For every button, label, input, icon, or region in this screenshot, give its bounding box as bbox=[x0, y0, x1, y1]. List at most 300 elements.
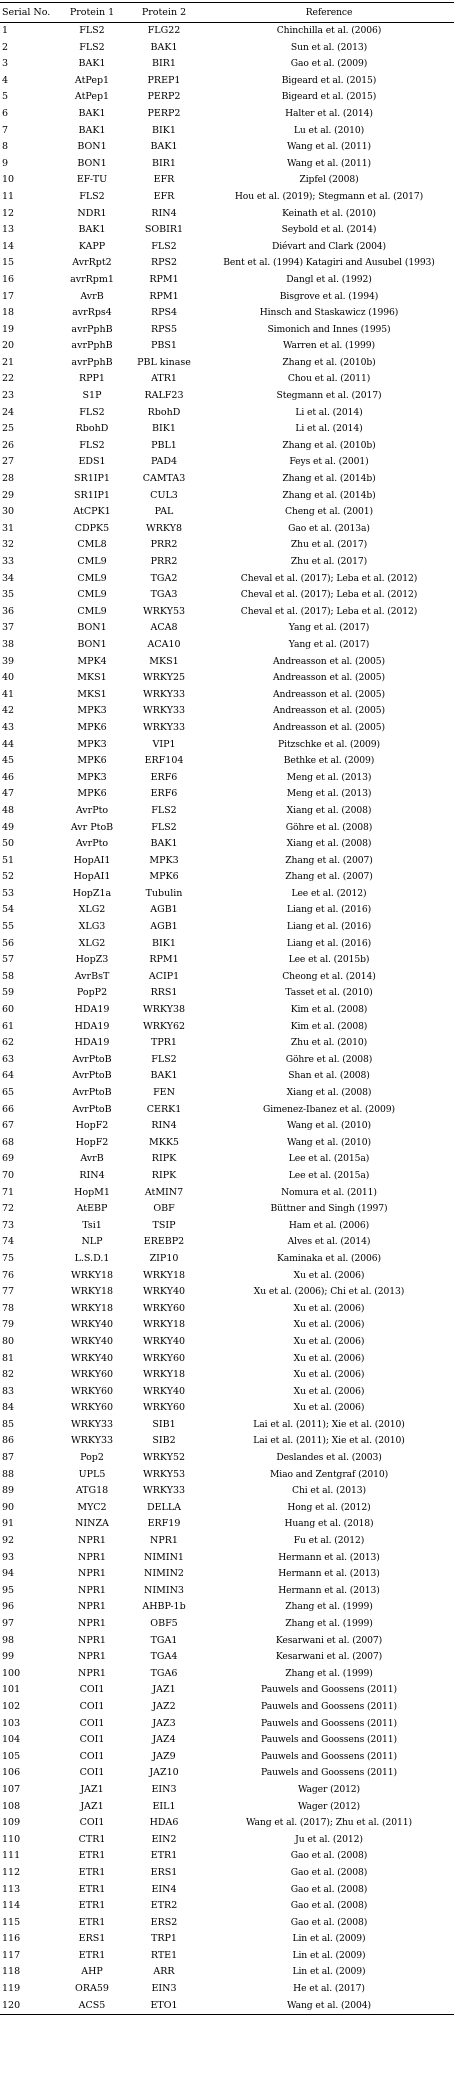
table-row bbox=[0, 1500, 454, 1517]
protein-2-cell: JAZ9 bbox=[152, 1750, 176, 1762]
protein-1-cell: Tsi1 bbox=[82, 1219, 102, 1231]
table-row bbox=[0, 438, 454, 455]
table-row bbox=[0, 1201, 454, 1218]
protein-2-cell: PAD4 bbox=[150, 456, 178, 468]
protein-1-cell: BON1 bbox=[77, 622, 107, 634]
reference-cell: Cheong et al. (2014) bbox=[282, 970, 376, 982]
protein-2-cell: WRKY53 bbox=[142, 605, 186, 617]
reference-cell: Wang et al. (2010) bbox=[287, 1120, 371, 1132]
protein-2-cell: RPS4 bbox=[150, 307, 178, 319]
table-row bbox=[0, 1649, 454, 1666]
reference-cell: Andreasson et al. (2005) bbox=[273, 655, 385, 667]
reference-cell: Meng et al. (2013) bbox=[286, 771, 372, 783]
table-row bbox=[0, 587, 454, 604]
table-row bbox=[0, 1583, 454, 1600]
protein-2-cell: RPM1 bbox=[149, 954, 179, 966]
protein-2-cell: SOBIR1 bbox=[144, 224, 184, 236]
table-row bbox=[0, 1682, 454, 1699]
protein-2-cell: OBF bbox=[153, 1203, 175, 1215]
table-row bbox=[0, 869, 454, 886]
protein-1-cell: BON1 bbox=[77, 638, 107, 650]
protein-2-cell: FLS2 bbox=[151, 1053, 177, 1065]
protein-1-cell: avrPphB bbox=[71, 356, 113, 368]
serial-cell: 59 bbox=[2, 987, 15, 999]
protein-2-cell: ATR1 bbox=[151, 373, 177, 385]
protein-1-cell: NLP bbox=[81, 1236, 103, 1248]
header-serial-no: Serial No. bbox=[0, 3, 58, 23]
protein-1-cell: JAZ1 bbox=[80, 1800, 104, 1812]
reference-cell: Gao et al. (2008) bbox=[290, 1866, 368, 1878]
protein-1-cell: CML9 bbox=[77, 589, 107, 601]
protein-1-cell: ORA59 bbox=[75, 1983, 109, 1995]
reference-cell: Pauwels and Goossens (2011) bbox=[261, 1700, 397, 1712]
protein-2-cell: PERP2 bbox=[147, 107, 181, 119]
protein-2-cell: AGB1 bbox=[150, 904, 178, 916]
protein-1-cell: UPL5 bbox=[78, 1468, 106, 1480]
protein-2-cell: WRKY38 bbox=[142, 1004, 186, 1016]
protein-2-cell: TSIP bbox=[152, 1219, 176, 1231]
serial-cell: 51 bbox=[2, 854, 15, 866]
protein-1-cell: NPR1 bbox=[78, 1551, 106, 1563]
reference-cell: Andreasson et al. (2005) bbox=[273, 705, 385, 717]
table-row bbox=[0, 1433, 454, 1450]
protein-2-cell: TPR1 bbox=[151, 1037, 177, 1049]
table-row bbox=[0, 1417, 454, 1434]
protein-2-cell: PBL1 bbox=[151, 439, 177, 451]
protein-1-cell: KAPP bbox=[78, 240, 106, 252]
protein-1-cell: ETR1 bbox=[78, 1916, 106, 1928]
serial-cell: 83 bbox=[2, 1385, 15, 1397]
protein-2-cell: PRR2 bbox=[150, 556, 178, 567]
serial-cell: 48 bbox=[2, 804, 15, 816]
protein-2-cell: CUL3 bbox=[150, 489, 178, 501]
serial-cell: 108 bbox=[2, 1800, 21, 1812]
reference-cell: Büttner and Singh (1997) bbox=[270, 1203, 388, 1215]
reference-cell: Diévart and Clark (2004) bbox=[271, 240, 387, 252]
protein-2-cell: DELLA bbox=[146, 1501, 182, 1513]
table-row bbox=[0, 1135, 454, 1152]
protein-1-cell: AtEBP bbox=[76, 1203, 108, 1215]
table-body bbox=[0, 23, 454, 2015]
table-row bbox=[0, 1002, 454, 1019]
protein-1-cell: BON1 bbox=[77, 141, 107, 153]
protein-2-cell: ACIP1 bbox=[148, 970, 180, 982]
reference-cell: Lee et al. (2015a) bbox=[288, 1169, 370, 1181]
protein-1-cell: ETR1 bbox=[78, 1900, 106, 1912]
protein-1-cell: HDA19 bbox=[74, 1037, 110, 1049]
reference-cell: Shan et al. (2008) bbox=[288, 1070, 370, 1082]
table-row bbox=[0, 106, 454, 123]
reference-cell: Bisgrove et al. (1994) bbox=[279, 290, 379, 302]
protein-1-cell: RPP1 bbox=[79, 373, 105, 385]
reference-cell: Hermann et al. (2013) bbox=[278, 1551, 380, 1563]
reference-cell: Kim et al. (2008) bbox=[290, 1020, 368, 1032]
serial-cell: 70 bbox=[2, 1169, 15, 1181]
protein-2-cell: ZIP10 bbox=[149, 1252, 179, 1264]
table-row bbox=[0, 1068, 454, 1085]
table-row bbox=[0, 504, 454, 521]
table-row bbox=[0, 1616, 454, 1633]
serial-cell: 1 bbox=[2, 25, 9, 36]
table-row bbox=[0, 1384, 454, 1401]
reference-cell: Li et al. (2014) bbox=[295, 406, 363, 418]
reference-cell: Hermann et al. (2013) bbox=[278, 1584, 380, 1596]
protein-interaction-table bbox=[0, 2, 454, 2015]
table-row bbox=[0, 1865, 454, 1882]
protein-2-cell: WRKY40 bbox=[142, 1286, 186, 1298]
protein-2-cell: BIR1 bbox=[152, 58, 176, 70]
reference-cell: Andreasson et al. (2005) bbox=[273, 721, 385, 733]
table-row bbox=[0, 620, 454, 637]
table-row bbox=[0, 737, 454, 754]
protein-1-cell: CTR1 bbox=[78, 1833, 106, 1845]
protein-1-cell: JAZ1 bbox=[80, 1783, 104, 1795]
table-row bbox=[0, 1317, 454, 1334]
table-row bbox=[0, 1848, 454, 1865]
protein-1-cell: NPR1 bbox=[78, 1634, 106, 1646]
table-row bbox=[0, 720, 454, 737]
protein-2-cell: NIMIN1 bbox=[144, 1551, 184, 1563]
protein-2-cell: JAZ3 bbox=[152, 1717, 176, 1729]
protein-2-cell: EFR bbox=[153, 190, 175, 202]
protein-2-cell: BIK1 bbox=[152, 423, 176, 435]
table-row bbox=[0, 654, 454, 671]
protein-2-cell: BAK1 bbox=[150, 1070, 178, 1082]
protein-2-cell: RbohD bbox=[147, 406, 181, 418]
table-row bbox=[0, 1948, 454, 1965]
serial-cell: 13 bbox=[2, 224, 15, 236]
protein-1-cell: AvrBsT bbox=[74, 970, 110, 982]
serial-cell: 23 bbox=[2, 390, 15, 402]
serial-cell: 112 bbox=[2, 1866, 21, 1878]
reference-cell: Keinath et al. (2010) bbox=[282, 207, 376, 219]
protein-2-cell: TGA2 bbox=[150, 572, 178, 584]
table-row bbox=[0, 1251, 454, 1268]
protein-2-cell: PRR2 bbox=[150, 539, 178, 551]
serial-cell: 27 bbox=[2, 456, 15, 468]
reference-cell: Zipfel (2008) bbox=[299, 174, 359, 186]
table-row bbox=[0, 1400, 454, 1417]
protein-2-cell: FLS2 bbox=[151, 821, 177, 833]
serial-cell: 96 bbox=[2, 1601, 15, 1613]
protein-2-cell: JAZ4 bbox=[152, 1734, 176, 1746]
table-row bbox=[0, 23, 454, 40]
table-row bbox=[0, 272, 454, 289]
reference-cell: Göhre et al. (2008) bbox=[285, 821, 373, 833]
protein-2-cell: RIN4 bbox=[151, 207, 177, 219]
protein-1-cell: avrRpm1 bbox=[70, 273, 114, 285]
protein-2-cell: WRKY33 bbox=[142, 721, 186, 733]
serial-cell: 103 bbox=[2, 1717, 21, 1729]
reference-cell: Nomura et al. (2011) bbox=[281, 1186, 377, 1198]
protein-2-cell: ERF104 bbox=[144, 755, 184, 767]
protein-2-cell: ERS2 bbox=[150, 1916, 178, 1928]
serial-cell: 52 bbox=[2, 871, 15, 883]
table-row bbox=[0, 355, 454, 372]
table-row bbox=[0, 571, 454, 588]
reference-cell: Liang et al. (2016) bbox=[286, 921, 372, 933]
protein-1-cell: avrRps4 bbox=[72, 307, 112, 319]
protein-1-cell: MPK3 bbox=[77, 705, 107, 717]
protein-2-cell: JAZ1 bbox=[152, 1684, 176, 1696]
table-row bbox=[0, 206, 454, 223]
protein-2-cell: AHBP-1b bbox=[142, 1601, 186, 1613]
serial-cell: 80 bbox=[2, 1335, 15, 1347]
table-row bbox=[0, 1749, 454, 1766]
serial-cell: 10 bbox=[2, 174, 15, 186]
reference-cell: Wang et al. (2010) bbox=[287, 1136, 371, 1148]
table-row bbox=[0, 1301, 454, 1318]
serial-cell: 92 bbox=[2, 1535, 15, 1547]
protein-2-cell: EREBP2 bbox=[143, 1236, 185, 1248]
protein-1-cell: AvrPtoB bbox=[72, 1103, 112, 1115]
protein-1-cell: RIN4 bbox=[79, 1169, 105, 1181]
protein-2-cell: WRKY52 bbox=[142, 1452, 186, 1464]
serial-cell: 16 bbox=[2, 273, 15, 285]
serial-cell: 36 bbox=[2, 605, 15, 617]
header-reference: Reference bbox=[202, 3, 454, 23]
protein-1-cell: WRKY40 bbox=[70, 1335, 114, 1347]
protein-1-cell: WRKY18 bbox=[70, 1302, 114, 1314]
table-row bbox=[0, 40, 454, 57]
serial-cell: 28 bbox=[2, 473, 15, 485]
reference-cell: Zhang et al. (2014b) bbox=[282, 473, 376, 485]
reference-cell: Lee et al. (2015b) bbox=[288, 954, 370, 966]
serial-cell: 111 bbox=[2, 1850, 21, 1862]
reference-cell: Gao et al. (2008) bbox=[290, 1900, 368, 1912]
table-row bbox=[0, 1981, 454, 1998]
protein-1-cell: FLS2 bbox=[79, 439, 105, 451]
protein-2-cell: RALF23 bbox=[144, 390, 184, 402]
protein-1-cell: MPK3 bbox=[77, 738, 107, 750]
serial-cell: 26 bbox=[2, 439, 15, 451]
protein-2-cell: WRKY25 bbox=[142, 672, 186, 684]
reference-cell: Wager (2012) bbox=[297, 1800, 361, 1812]
reference-cell: Cheval et al. (2017); Leba et al. (2012) bbox=[240, 572, 418, 584]
reference-cell: Gao et al. (2013a) bbox=[288, 522, 370, 534]
protein-1-cell: PopP2 bbox=[76, 987, 108, 999]
protein-1-cell: WRKY60 bbox=[70, 1385, 114, 1397]
protein-1-cell: HopAI1 bbox=[73, 854, 111, 866]
protein-2-cell: ERS1 bbox=[150, 1866, 178, 1878]
table-row bbox=[0, 222, 454, 239]
protein-1-cell: BAK1 bbox=[78, 124, 106, 136]
reference-cell: Pauwels and Goossens (2011) bbox=[261, 1750, 397, 1762]
serial-cell: 72 bbox=[2, 1203, 15, 1215]
serial-cell: 113 bbox=[2, 1883, 21, 1895]
reference-cell: Xiang et al. (2008) bbox=[286, 838, 372, 850]
serial-cell: 58 bbox=[2, 970, 15, 982]
protein-1-cell: MKS1 bbox=[77, 688, 107, 700]
reference-cell: Bent et al. (1994) Katagiri and Ausubel (1993) bbox=[223, 257, 435, 269]
protein-2-cell: MPK6 bbox=[149, 871, 179, 883]
protein-2-cell: WRKY40 bbox=[142, 1385, 186, 1397]
table-row bbox=[0, 919, 454, 936]
reference-cell: Lin et al. (2009) bbox=[292, 1949, 366, 1961]
protein-2-cell: PBS1 bbox=[151, 340, 177, 352]
serial-cell: 34 bbox=[2, 572, 15, 584]
reference-cell: Wang et al. (2017); Zhu et al. (2011) bbox=[245, 1817, 412, 1829]
table-row bbox=[0, 1351, 454, 1368]
table-row bbox=[0, 703, 454, 720]
protein-2-cell: WRKY62 bbox=[142, 1020, 186, 1032]
table-row bbox=[0, 637, 454, 654]
protein-2-cell: AGB1 bbox=[150, 921, 178, 933]
protein-1-cell: NPR1 bbox=[78, 1584, 106, 1596]
table-row bbox=[0, 1782, 454, 1799]
protein-1-cell: COI1 bbox=[79, 1817, 105, 1829]
reference-cell: Kesarwani et al. (2007) bbox=[275, 1651, 383, 1663]
table-row bbox=[0, 1898, 454, 1915]
reference-cell: Li et al. (2014) bbox=[295, 423, 363, 435]
reference-cell: Xu et al. (2006) bbox=[293, 1352, 365, 1364]
protein-1-cell: COI1 bbox=[79, 1767, 105, 1779]
reference-cell: Wang et al. (2011) bbox=[287, 157, 371, 169]
protein-1-cell: HopAI1 bbox=[73, 871, 111, 883]
table-row bbox=[0, 1118, 454, 1135]
table-row bbox=[0, 537, 454, 554]
protein-1-cell: HDA19 bbox=[74, 1020, 110, 1032]
table-row bbox=[0, 405, 454, 422]
serial-cell: 5 bbox=[2, 91, 9, 103]
serial-cell: 95 bbox=[2, 1584, 15, 1596]
serial-cell: 8 bbox=[2, 141, 9, 153]
serial-cell: 81 bbox=[2, 1352, 15, 1364]
serial-cell: 14 bbox=[2, 240, 15, 252]
protein-1-cell: AvrPtoB bbox=[72, 1053, 112, 1065]
protein-2-cell: PAL bbox=[154, 506, 174, 518]
protein-1-cell: AtPep1 bbox=[74, 91, 110, 103]
protein-2-cell: SIB1 bbox=[152, 1418, 176, 1430]
serial-cell: 79 bbox=[2, 1319, 15, 1331]
protein-1-cell: NDR1 bbox=[77, 207, 107, 219]
reference-cell: Lin et al. (2009) bbox=[292, 1933, 366, 1945]
reference-cell: Zhu et al. (2017) bbox=[290, 556, 368, 567]
protein-1-cell: ETR1 bbox=[78, 1850, 106, 1862]
table-row bbox=[0, 1931, 454, 1948]
protein-2-cell: BAK1 bbox=[150, 41, 178, 53]
reference-cell: Gao et al. (2008) bbox=[290, 1916, 368, 1928]
serial-cell: 119 bbox=[2, 1983, 21, 1995]
protein-2-cell: EFR bbox=[153, 174, 175, 186]
reference-cell: Wang et al. (2011) bbox=[287, 141, 371, 153]
protein-2-cell: MKS1 bbox=[149, 655, 179, 667]
protein-1-cell: S1P bbox=[82, 390, 102, 402]
reference-cell: Lai et al. (2011); Xie et al. (2010) bbox=[253, 1418, 405, 1430]
serial-cell: 45 bbox=[2, 755, 15, 767]
protein-2-cell: VIP1 bbox=[152, 738, 176, 750]
reference-cell: He et al. (2017) bbox=[293, 1983, 365, 1995]
protein-1-cell: AHP bbox=[81, 1966, 103, 1978]
reference-cell: Cheval et al. (2017); Leba et al. (2012) bbox=[240, 605, 418, 617]
reference-cell: Zhang et al. (1999) bbox=[285, 1667, 373, 1679]
protein-2-cell: ACA10 bbox=[147, 638, 181, 650]
protein-2-cell: NIMIN2 bbox=[144, 1568, 184, 1580]
reference-cell: Alves et al. (2014) bbox=[287, 1236, 371, 1248]
reference-cell: Gao et al. (2008) bbox=[290, 1883, 368, 1895]
reference-cell: Xu et al. (2006) bbox=[293, 1402, 365, 1414]
protein-1-cell: CML9 bbox=[77, 605, 107, 617]
protein-1-cell: BON1 bbox=[77, 157, 107, 169]
protein-2-cell: ETR1 bbox=[150, 1850, 178, 1862]
table-row bbox=[0, 1019, 454, 1036]
reference-cell: Xu et al. (2006) bbox=[293, 1269, 365, 1281]
reference-cell: Lee et al. (2015a) bbox=[288, 1153, 370, 1165]
table-row bbox=[0, 421, 454, 438]
serial-cell: 31 bbox=[2, 522, 15, 534]
reference-cell: Kim et al. (2008) bbox=[290, 1004, 368, 1016]
table-row bbox=[0, 1168, 454, 1185]
protein-1-cell: AtCPK1 bbox=[73, 506, 111, 518]
table-row bbox=[0, 56, 454, 73]
serial-cell: 115 bbox=[2, 1916, 21, 1928]
protein-2-cell: RPS5 bbox=[150, 323, 178, 335]
reference-cell: Xu et al. (2006) bbox=[293, 1369, 365, 1381]
protein-1-cell: HopZ3 bbox=[75, 954, 109, 966]
reference-cell: Gao et al. (2008) bbox=[290, 1850, 368, 1862]
serial-cell: 66 bbox=[2, 1103, 15, 1115]
table-row bbox=[0, 1234, 454, 1251]
protein-2-cell: EIN2 bbox=[151, 1833, 177, 1845]
table-row bbox=[0, 156, 454, 173]
serial-cell: 25 bbox=[2, 423, 15, 435]
protein-2-cell: AtMIN7 bbox=[144, 1186, 184, 1198]
serial-cell: 101 bbox=[2, 1684, 21, 1696]
header-protein-1: Protein 1 bbox=[58, 3, 126, 23]
protein-2-cell: BIR1 bbox=[152, 157, 176, 169]
protein-2-cell: ETO1 bbox=[126, 1998, 202, 2015]
reference-cell: Xu et al. (2006) bbox=[293, 1335, 365, 1347]
protein-2-cell: MKK5 bbox=[149, 1136, 179, 1148]
reference-cell: Pauwels and Goossens (2011) bbox=[261, 1717, 397, 1729]
table-row bbox=[0, 1467, 454, 1484]
serial-cell: 82 bbox=[2, 1369, 15, 1381]
table-row bbox=[0, 1151, 454, 1168]
serial-cell: 67 bbox=[2, 1120, 15, 1132]
table-row bbox=[0, 952, 454, 969]
protein-1-cell: NPR1 bbox=[78, 1651, 106, 1663]
serial-cell: 86 bbox=[2, 1435, 15, 1447]
protein-1-cell: NPR1 bbox=[78, 1667, 106, 1679]
reference-cell: Yang et al. (2017) bbox=[288, 622, 370, 634]
table-row bbox=[0, 1815, 454, 1832]
protein-1-cell: XLG2 bbox=[78, 937, 106, 949]
serial-cell: 120 bbox=[0, 1998, 58, 2015]
protein-1-cell: WRKY60 bbox=[70, 1369, 114, 1381]
serial-cell: 106 bbox=[2, 1767, 21, 1779]
protein-1-cell: NPR1 bbox=[78, 1568, 106, 1580]
protein-1-cell: BAK1 bbox=[78, 107, 106, 119]
reference-cell: Warren et al. (1999) bbox=[282, 340, 376, 352]
table-row bbox=[0, 1765, 454, 1782]
protein-1-cell: MPK4 bbox=[77, 655, 107, 667]
protein-2-cell: WRKY18 bbox=[142, 1269, 186, 1281]
protein-1-cell: CML9 bbox=[77, 556, 107, 567]
protein-2-cell: HDA6 bbox=[149, 1817, 179, 1829]
serial-cell: 88 bbox=[2, 1468, 15, 1480]
protein-1-cell: Pop2 bbox=[80, 1452, 104, 1464]
protein-1-cell: NPR1 bbox=[78, 1618, 106, 1629]
reference-cell: Liang et al. (2016) bbox=[286, 904, 372, 916]
reference-cell: Hermann et al. (2013) bbox=[278, 1568, 380, 1580]
protein-1-cell: COI1 bbox=[79, 1684, 105, 1696]
table-row bbox=[0, 1085, 454, 1102]
protein-1-cell: ETR1 bbox=[78, 1883, 106, 1895]
reference-cell: Simonich and Innes (1995) bbox=[267, 323, 391, 335]
protein-1-cell: AvrPtoB bbox=[72, 1087, 112, 1098]
protein-1-cell: ATG18 bbox=[75, 1485, 109, 1497]
serial-cell: 42 bbox=[2, 705, 15, 717]
